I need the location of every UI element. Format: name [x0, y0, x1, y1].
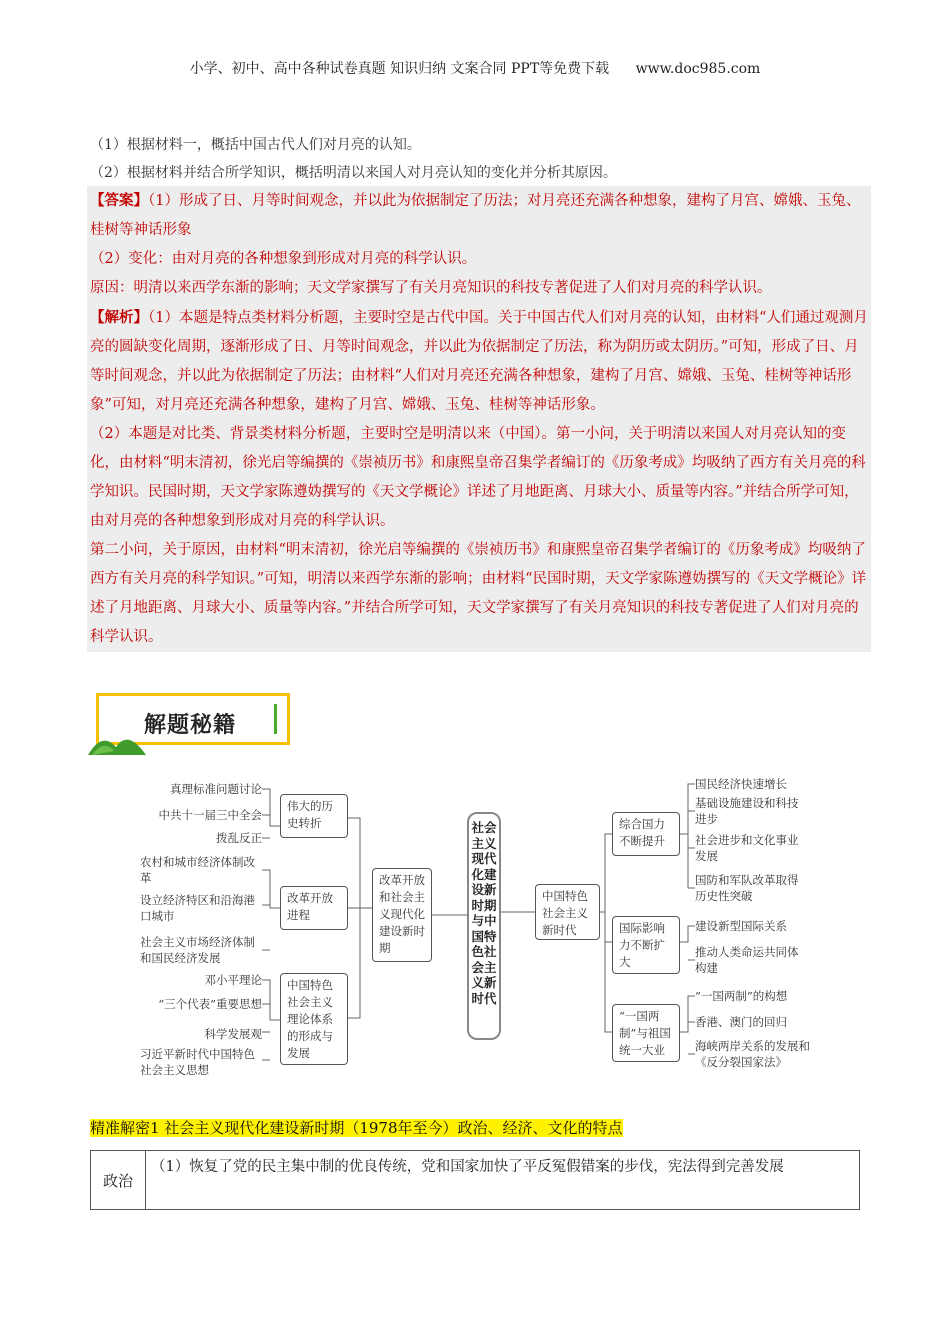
analysis-para-3: 第二小问，关于原因，由材料“明末清初，徐光启等编撰的《崇祯历书》和康熙皇帝召集学者编订的《历象考成》均吸纳了西方有关月亮的科学知识。”可知，明清以来西学东渐的影响；由材料“民国时期，天文学家陈遵妫撰写的《天文学概论》详述了月地距离、月球大小、质量等内容。”并结合所学可知，天文学家撰写了有关月亮知识的科技专著促进了人们对月亮的科学认识。	[90, 542, 867, 645]
leaf-concept: “一国两制”的构想	[695, 989, 788, 1003]
leaf-new-relations: 建设新型国际关系	[695, 919, 787, 933]
mid-left-period: 改革开放和社会主义现代化建设新时期	[372, 868, 432, 962]
group-one-country-two-systems: “一国两制”与祖国统一大业	[612, 1004, 680, 1062]
group-theory-system: 中国特色社会主义理论体系的形成与发展	[280, 973, 348, 1065]
answer-tag: 【答案】	[90, 192, 148, 209]
mid-right-new-era: 中国特色社会主义新时代	[535, 884, 600, 940]
leaf-infrastructure: 基础设施建设和科技进步	[695, 796, 799, 826]
leaf-xi-thought: 习近平新时代中国特色社会主义思想	[140, 1047, 255, 1077]
leaf-social-progress: 社会进步和文化事业发展	[695, 833, 799, 863]
leaf-market-economy: 社会主义市场经济体制和国民经济发展	[140, 935, 255, 965]
politics-label: 政治	[91, 1151, 146, 1209]
leaf-scientific-development: 科学发展观	[204, 1027, 262, 1041]
leaf-shared-future: 推动人类命运共同体构建	[695, 945, 799, 975]
answer-para-2: （2）变化：由对月亮的各种想象到形成对月亮的科学认识。	[90, 251, 477, 267]
question-2: （2）根据材料并结合所学知识，概括明清以来国人对月亮认知的变化并分析其原因。	[90, 165, 617, 181]
leaf-special-zones: 设立经济特区和沿海港口城市	[140, 893, 255, 923]
answer-para-1: 【答案】（1）形成了日、月等时间观念，并以此为依据制定了历法；对月亮还充满各种想象，建构了月宫、嫦娥、玉兔、桂树等神话形象	[90, 192, 861, 238]
group-international-influence: 国际影响力不断扩大	[612, 916, 680, 974]
analysis-tag: 【解析】	[90, 309, 148, 326]
leaf-third-plenum: 中共十一届三中全会	[158, 808, 262, 822]
analysis-para-1: 【解析】（1）本题是特点类材料分析题，主要时空是古代中国。关于中国古代人们对月亮的认知，由材料“人们通过观测月亮的圆缺变化周期，逐渐形成了日、月等时间观念，并以此为依据制定了历法，称为阴历或太阴历。”可知，形成了日、月等时间观念，并以此为依据制定了历法；由材料“人们对月亮还充满各种想象，建构了月宫、嫦娥、玉兔、桂树等神话形象”可知，对月亮还充满各种想象，建构了月宫、嫦娥、玉兔、桂树等神话形象。	[90, 309, 868, 413]
leaf-truth-standard: 真理标准问题讨论	[170, 782, 262, 796]
secret-title: 解题秘籍	[144, 713, 237, 738]
group-historic-turn: 伟大的历史转折	[280, 794, 348, 838]
group-reform-process: 改革开放进程	[280, 886, 348, 930]
leaf-economic-growth: 国民经济快速增长	[695, 777, 787, 791]
header-site[interactable]: www.doc985.com	[635, 61, 761, 77]
leaf-cross-strait: 海峡两岸关系的发展和《反分裂国家法》	[695, 1039, 810, 1069]
politics-text: （1）恢复了党的民主集中制的优良传统，党和国家加快了平反冤假错案的步伐，宪法得到完善发展	[151, 1159, 784, 1175]
leaf-hk-macau: 香港、澳门的回归	[695, 1015, 787, 1029]
politics-table	[90, 1150, 860, 1210]
leaf-reform-systems: 农村和城市经济体制改革	[140, 855, 255, 885]
section-heading: 精准解密1 社会主义现代化建设新时期（1978年至今）政治、经济、文化的特点	[90, 1119, 623, 1137]
center-topic: 社会主义现代化建设新时期与中国特色社会主义新时代	[467, 812, 501, 1040]
leaf-three-represents: “三个代表”重要思想	[158, 997, 262, 1011]
question-1: （1）根据材料一，概括中国古代人们对月亮的认知。	[90, 137, 421, 153]
analysis-para-2: （2）本题是对比类、背景类材料分析题，主要时空是明清以来（中国）。第一小问，关于明清以来国人对月亮认知的变化，由材料“明末清初，徐光启等编撰的《崇祯历书》和康熙皇帝召集学者编订的《历象考成》均吸纳了西方有关月亮的科学知识。民国时期，天文学家陈遵妫撰写的《天文学概论》详述了月地距离、月球大小、质量等内容。”并结合所学可知，由对月亮的各种想象到形成对月亮的科学认识。	[90, 426, 866, 529]
leaf-defense-reform: 国防和军队改革取得历史性突破	[695, 873, 799, 903]
leaf-correction: 拨乱反正	[216, 831, 262, 845]
header-text: 小学、初中、高中各种试卷真题 知识归纳 文案合同 PPT等免费下载	[189, 61, 610, 77]
group-national-strength: 综合国力不断提升	[612, 812, 680, 856]
answer-para-3: 原因：明清以来西学东渐的影响；天文学家撰写了有关月亮知识的科技专著促进了人们对月亮的科学认识。	[90, 280, 772, 296]
leaf-deng-theory: 邓小平理论	[204, 973, 262, 987]
